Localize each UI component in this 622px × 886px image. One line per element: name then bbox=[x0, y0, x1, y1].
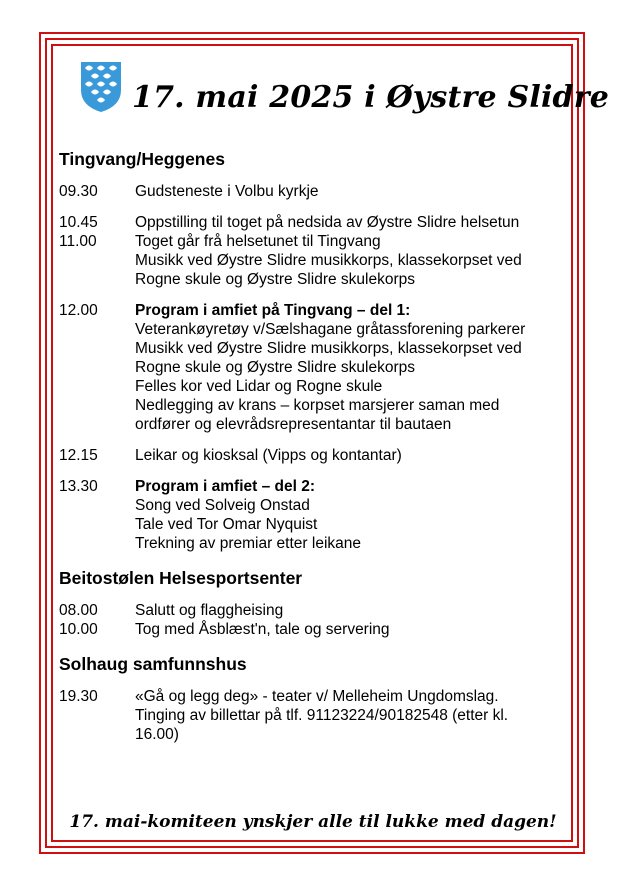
item-line: Leikar og kiosksal (Vipps og kontantar) bbox=[135, 447, 402, 464]
item-description bbox=[135, 182, 579, 201]
schedule-item bbox=[59, 213, 579, 232]
item-line: Song ved Solveig Onstad bbox=[135, 497, 310, 514]
item-description bbox=[135, 620, 579, 639]
item-line: Tog med Åsblæst'n, tale og servering bbox=[135, 621, 390, 638]
item-line: Musikk ved Øystre Slidre musikkorps, klassekorpset ved bbox=[135, 340, 522, 357]
spacer bbox=[59, 434, 579, 446]
item-description bbox=[135, 446, 579, 465]
section-heading: Tingvang/Heggenes bbox=[59, 149, 225, 169]
spacer bbox=[59, 465, 579, 477]
item-description bbox=[135, 213, 579, 232]
item-description bbox=[135, 601, 579, 620]
spacer bbox=[59, 289, 579, 301]
spacer bbox=[59, 589, 579, 601]
item-time: 08.00 bbox=[59, 602, 98, 619]
item-line: Tinging av billettar på tlf. 91123224/90182548 (etter kl. bbox=[135, 707, 509, 724]
schedule-item bbox=[59, 301, 579, 434]
item-time: 11.00 bbox=[59, 233, 97, 250]
item-line: Salutt og flaggheising bbox=[135, 602, 284, 619]
item-line: Rogne skule og Øystre Slidre skulekorps bbox=[135, 359, 415, 376]
schedule-item bbox=[59, 232, 579, 289]
schedule-item bbox=[59, 446, 579, 465]
coat-of-arms-icon bbox=[79, 60, 123, 114]
item-time: 09.30 bbox=[59, 183, 98, 200]
section-spacer bbox=[59, 553, 579, 567]
schedule-item bbox=[59, 477, 579, 553]
schedule-section bbox=[59, 148, 579, 553]
schedule-section bbox=[59, 653, 579, 744]
schedule bbox=[59, 148, 579, 744]
item-description bbox=[135, 232, 579, 289]
item-line: Trekning av premiar etter leikane bbox=[135, 535, 361, 552]
item-line: Tale ved Tor Omar Nyquist bbox=[135, 516, 318, 533]
section-heading: Beitostølen Helsesportsenter bbox=[59, 568, 303, 588]
item-time: 13.30 bbox=[59, 478, 98, 495]
item-line: Oppstilling til toget på nedsida av Øystre Slidre helsetun bbox=[135, 214, 520, 231]
schedule-item bbox=[59, 601, 579, 620]
item-line: Veterankøyretøy v/Sælshagane gråtassforening parkerer bbox=[135, 321, 526, 338]
spacer bbox=[59, 170, 579, 182]
item-description bbox=[135, 477, 579, 553]
page-title: 17. mai 2025 i Øystre Slidre bbox=[132, 80, 610, 115]
item-line: 16.00) bbox=[135, 726, 179, 743]
item-line: Felles kor ved Lidar og Rogne skule bbox=[135, 378, 383, 395]
item-time: 12.00 bbox=[59, 302, 98, 319]
item-line: Musikk ved Øystre Slidre musikkorps, klassekorpset ved bbox=[135, 252, 522, 269]
item-line: Nedlegging av krans – korpset marsjerer saman med bbox=[135, 397, 500, 414]
item-description bbox=[135, 687, 579, 744]
item-line: Rogne skule og Øystre Slidre skulekorps bbox=[135, 271, 415, 288]
item-line: ordfører og elevrådsrepresentantar til bautaen bbox=[135, 416, 452, 433]
item-time: 10.00 bbox=[59, 621, 98, 638]
item-program-heading: Program i amfiet på Tingvang – del 1: bbox=[135, 302, 411, 319]
item-time: 12.15 bbox=[59, 447, 98, 464]
item-description bbox=[135, 301, 579, 434]
schedule-item bbox=[59, 620, 579, 639]
item-line: «Gå og legg deg» - teater v/ Melleheim Ungdomslag. bbox=[135, 688, 499, 705]
spacer bbox=[59, 675, 579, 687]
footer-greeting: 17. mai-komiteen ynskjer alle til lukke med dagen! bbox=[69, 812, 557, 832]
schedule-item bbox=[59, 182, 579, 201]
item-time: 10.45 bbox=[59, 214, 98, 231]
schedule-section bbox=[59, 567, 579, 639]
item-program-heading: Program i amfiet – del 2: bbox=[135, 478, 316, 495]
section-spacer bbox=[59, 639, 579, 653]
section-heading: Solhaug samfunnshus bbox=[59, 654, 247, 674]
item-line: Gudsteneste i Volbu kyrkje bbox=[135, 183, 319, 200]
schedule-item bbox=[59, 687, 579, 744]
item-line: Toget går frå helsetunet til Tingvang bbox=[135, 233, 381, 250]
spacer bbox=[59, 201, 579, 213]
item-time: 19.30 bbox=[59, 688, 98, 705]
